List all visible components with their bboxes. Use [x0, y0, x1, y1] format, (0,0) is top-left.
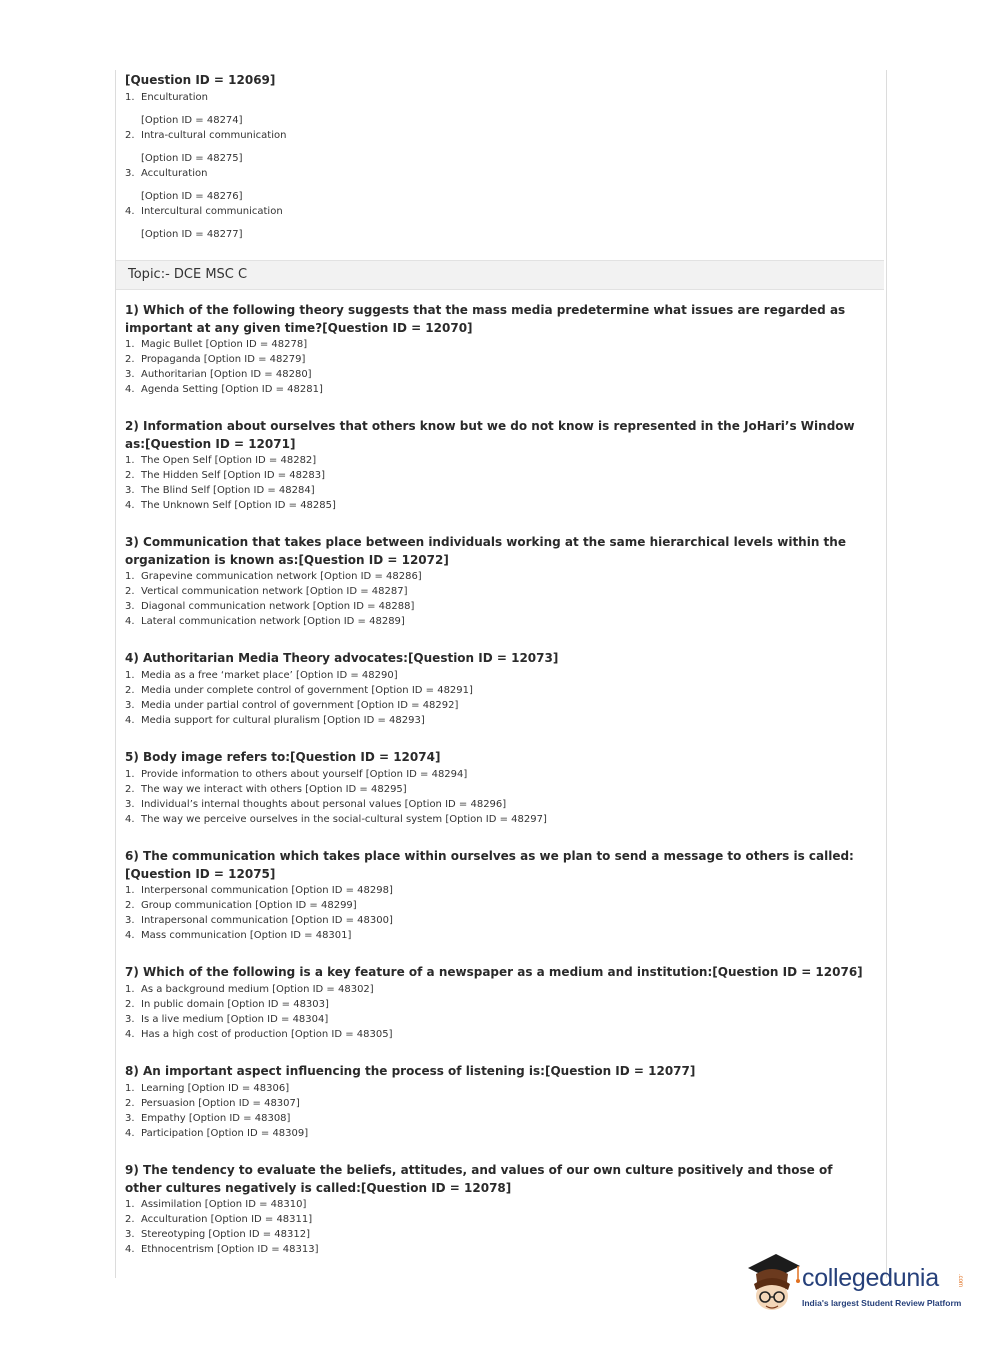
option-item: 4. Intercultural communication: [125, 205, 283, 217]
option-item: 2. Propaganda [Option ID = 48279]: [125, 354, 306, 365]
question-title: 6) The communication which takes place within ourselves as we plan to send a message to others is called:[Question ID = 12075]: [125, 849, 854, 881]
option-item: 3. Authoritarian [Option ID = 48280]: [125, 369, 312, 380]
question-title: 8) An important aspect influencing the process of listening is:[Question ID = 12077]: [125, 1064, 696, 1078]
option-item: 4. The way we perceive ourselves in the social-cultural system [Option ID = 48297]: [125, 813, 547, 825]
option-item: 2. Vertical communication network [Option ID = 48287]: [125, 586, 408, 597]
question-title: 7) Which of the following is a key feature of a newspaper as a medium and institution:[Question ID = 12076]: [125, 965, 863, 979]
option-item: 3. Diagonal communication network [Option ID = 48288]: [125, 601, 415, 612]
option-list: [125, 337, 870, 397]
option-item: 3. Stereotyping [Option ID = 48312]: [125, 1229, 310, 1240]
option-list: [125, 569, 870, 629]
option-item: 2. Intra-cultural communication: [125, 129, 287, 141]
option-item: 4. Ethnocentrism [Option ID = 48313]: [125, 1244, 319, 1255]
question-title: 9) The tendency to evaluate the beliefs, attitudes, and values of our own culture positively and those of other cultures negatively is called:[Question ID = 12078]: [125, 1163, 833, 1195]
option-id: [Option ID = 48277]: [141, 228, 243, 240]
option-id: [Option ID = 48274]: [141, 114, 243, 126]
option-list: [125, 90, 865, 242]
question-block: [125, 650, 870, 728]
option-item: 3. Individual’s internal thoughts about personal values [Option ID = 48296]: [125, 798, 507, 810]
option-id: [Option ID = 48275]: [141, 152, 243, 164]
option-item: 2. Acculturation [Option ID = 48311]: [125, 1214, 313, 1225]
question-block: [125, 749, 870, 827]
mascot-icon: [742, 1250, 802, 1320]
option-item: 4. Media support for cultural pluralism [Option ID = 48293]: [125, 714, 425, 726]
option-item: 4. The Unknown Self [Option ID = 48285]: [125, 500, 336, 511]
option-list: [125, 767, 870, 827]
question-title: [Question ID = 12069]: [125, 73, 276, 87]
option-item: 4. Participation [Option ID = 48309]: [125, 1127, 309, 1139]
option-item: 2. The Hidden Self [Option ID = 48283]: [125, 470, 325, 481]
option-item: 3. The Blind Self [Option ID = 48284]: [125, 485, 315, 496]
option-item: 3. Acculturation: [125, 167, 208, 179]
question-title: 2) Information about ourselves that others know but we do not know is represented in the JoHari’s Window as:[Question ID = 12071]: [125, 419, 855, 451]
option-item: 4. Has a high cost of production [Option ID = 48305]: [125, 1028, 393, 1040]
option-item: 1. Enculturation: [125, 91, 208, 103]
question-title: 1) Which of the following theory suggests that the mass media predetermine what issues are regarded as important at any given time?[Question ID = 12070]: [125, 303, 846, 335]
previous-question: [125, 72, 865, 242]
option-item: 1. Interpersonal communication [Option ID = 48298]: [125, 885, 393, 896]
option-list: [125, 883, 870, 943]
option-item: 2. Group communication [Option ID = 48299]: [125, 900, 357, 911]
question-title: 3) Communication that takes place between individuals working at the same hierarchical levels within the organization is known as:[Question ID = 12072]: [125, 535, 846, 567]
option-item: 2. Persuasion [Option ID = 48307]: [125, 1097, 300, 1109]
question-block: [125, 302, 870, 397]
option-id: [Option ID = 48276]: [141, 190, 243, 202]
option-item: 2. In public domain [Option ID = 48303]: [125, 998, 329, 1010]
topic-label: Topic:- DCE MSC C: [128, 267, 248, 282]
option-item: 4. Lateral communication network [Option ID = 48289]: [125, 616, 405, 627]
option-list: [125, 668, 870, 728]
option-item: 3. Empathy [Option ID = 48308]: [125, 1112, 291, 1124]
option-item: 3. Intrapersonal communication [Option ID = 48300]: [125, 915, 393, 926]
option-item: 3. Media under partial control of government [Option ID = 48292]: [125, 699, 459, 711]
option-item: 4. Agenda Setting [Option ID = 48281]: [125, 384, 323, 395]
option-list: [125, 1197, 870, 1257]
option-item: 2. The way we interact with others [Option ID = 48295]: [125, 783, 407, 795]
option-item: 1. As a background medium [Option ID = 48302]: [125, 983, 374, 995]
option-item: 1. Grapevine communication network [Option ID = 48286]: [125, 571, 422, 582]
option-item: 1. Provide information to others about yourself [Option ID = 48294]: [125, 768, 468, 780]
question-block: [125, 848, 870, 943]
topic-header: [116, 260, 884, 290]
logo-suffix: .com: [957, 1274, 963, 1288]
question-title: 5) Body image refers to:[Question ID = 12074]: [125, 750, 441, 764]
question-block: [125, 418, 870, 513]
option-item: 1. Magic Bullet [Option ID = 48278]: [125, 339, 308, 350]
option-list: [125, 982, 870, 1042]
option-item: 3. Is a live medium [Option ID = 48304]: [125, 1013, 329, 1025]
option-item: 2. Media under complete control of government [Option ID = 48291]: [125, 684, 473, 696]
question-block: [125, 534, 870, 629]
option-list: [125, 1081, 870, 1141]
option-list: [125, 453, 870, 513]
question-block: [125, 964, 870, 1042]
collegedunia-logo: [742, 1250, 972, 1320]
question-title: 4) Authoritarian Media Theory advocates:[Question ID = 12073]: [125, 651, 559, 665]
logo-wordmark: collegedunia: [802, 1264, 939, 1292]
option-item: 1. The Open Self [Option ID = 48282]: [125, 455, 317, 466]
option-item: 1. Assimilation [Option ID = 48310]: [125, 1199, 307, 1210]
question-block: [125, 1063, 870, 1141]
question-block: [125, 1162, 870, 1257]
option-item: 1. Learning [Option ID = 48306]: [125, 1082, 290, 1094]
option-item: 4. Mass communication [Option ID = 48301]: [125, 930, 352, 941]
option-item: 1. Media as a free ‘market place’ [Option ID = 48290]: [125, 669, 398, 681]
logo-tagline: India's largest Student Review Platform: [802, 1298, 962, 1308]
